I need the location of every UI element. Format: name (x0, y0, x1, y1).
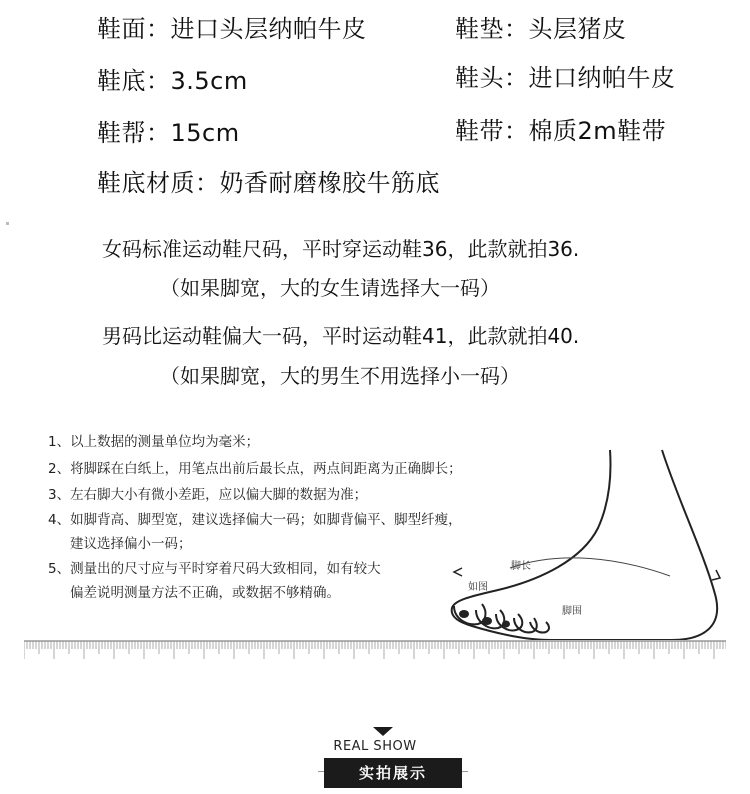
toe-nail-2 (482, 617, 492, 625)
guide-item-5b: 偏差说明测量方法不正确，或数据不够精确。 (70, 585, 340, 601)
toe-nail-3 (502, 621, 510, 628)
spec-sole-height: 鞋底：3.5cm (97, 67, 248, 95)
spec-sole-material: 鞋底材质：奶香耐磨橡胶牛筋底 (97, 169, 440, 197)
real-show-heading: REAL SHOW (333, 739, 417, 754)
foot-outline (452, 450, 717, 640)
size-note-men: 男码比运动鞋偏大一码，平时运动鞋41，此款就拍40. (102, 324, 580, 348)
foot-illustration (440, 440, 730, 640)
spec-toe: 鞋头：进口纳帕牛皮 (455, 64, 676, 92)
spec-insole: 鞋垫：头层猪皮 (455, 15, 627, 43)
spec-shaft: 鞋帮：15cm (97, 119, 240, 147)
foot-length-label: 脚长 (511, 561, 531, 572)
ruler-ticks (24, 641, 726, 659)
measuring-ruler (24, 640, 726, 660)
right-arrow-icon (712, 570, 720, 580)
guide-item-1: 1、以上数据的测量单位均为毫米； (48, 434, 260, 450)
foot-length-curve (510, 558, 670, 576)
guide-item-4a: 4、如脚背高、脚型宽，建议选择偏大一码；如脚背偏平、脚型纤瘦， (48, 512, 462, 528)
spec-upper: 鞋面：进口头层纳帕牛皮 (97, 15, 367, 43)
left-arrow-icon (454, 568, 462, 576)
guide-item-4b: 建议选择偏小一码； (70, 536, 192, 552)
size-note-women-wide: （如果脚宽，大的女生请选择大一码） (160, 276, 500, 300)
spec-lace: 鞋带：棉质2m鞋带 (455, 117, 667, 145)
toe-nail-1 (459, 610, 469, 618)
foot-ref-label: 如图 (468, 582, 488, 593)
guide-item-5a: 5、测量出的尺寸应与平时穿着尺码大致相同，如有较大 (48, 561, 381, 577)
size-note-women: 女码标准运动鞋尺码，平时穿运动鞋36，此款就拍36. (102, 237, 580, 261)
guide-item-3: 3、左右脚大小有微小差距，应以偏大脚的数据为准； (48, 487, 368, 503)
edge-dot (6, 222, 9, 225)
size-note-men-wide: （如果脚宽，大的男生不用选择小一码） (160, 364, 520, 388)
foot-girth-label: 脚围 (562, 606, 582, 617)
pointer-triangle-icon (373, 727, 393, 736)
guide-item-2: 2、将脚踩在白纸上，用笔点出前后最长点，两点间距离为正确脚长； (48, 461, 462, 477)
real-show-banner: 实拍展示 (324, 758, 462, 788)
